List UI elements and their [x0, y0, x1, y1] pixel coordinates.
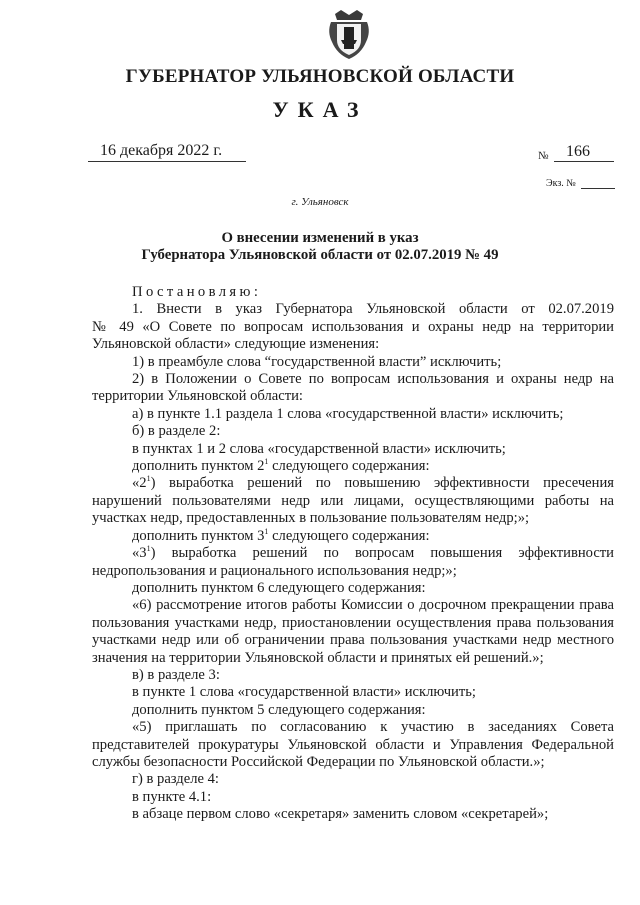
coat-of-arms-emblem — [327, 10, 371, 60]
body-paragraph: в пункте 4.1: — [132, 788, 212, 805]
body-paragraph: Постановляю: — [132, 284, 262, 300]
title-line-2: Губернатора Ульяновской области от 02.07.2019 № 49 — [141, 247, 499, 263]
body-paragraph: в) в разделе 3: — [132, 666, 220, 683]
date-underline — [88, 161, 246, 162]
copy-number-underline — [581, 188, 615, 189]
body-paragraph: дополнить пунктом 6 следующего содержания: — [132, 579, 426, 596]
document-body — [92, 284, 614, 824]
body-paragraph: г) в разделе 4: — [132, 771, 219, 788]
document-date: 16 декабря 2022 г. — [100, 142, 223, 159]
document-title — [0, 230, 640, 264]
number-sign: № — [538, 150, 549, 162]
number-underline — [554, 161, 614, 162]
body-paragraph: № 49 «О Совете по вопросам использования и охраны недр на территории Ульяновской области» следующие изменения: — [92, 318, 614, 353]
body-paragraph: «$2^1$) выработка решений по повышению эффективности пресечения нарушений пользователями недр или лицами, осуществляющими работы на участках недр, предоставленных в пользование пользователям недр;»; — [92, 474, 614, 527]
body-paragraph: «$3^1$) выработка решений по вопросам повышения эффективности недропользования и рационального использования недр;»; — [92, 544, 614, 579]
body-paragraph: в пунктах 1 и 2 слова «государственной власти» исключить; — [132, 440, 506, 457]
body-paragraph: б) в разделе 2: — [132, 423, 221, 440]
superscript: 1 — [146, 544, 151, 554]
body-paragraph: дополнить пунктом $2^1$ следующего содержания: — [132, 457, 430, 475]
superscript: 1 — [264, 526, 269, 536]
body-paragraph: 1. Внести в указ Губернатора Ульяновской области от 02.07.2019 — [132, 301, 614, 318]
body-paragraph: в пункте 1 слова «государственной власти» исключить; — [132, 684, 476, 701]
city-label: г. Ульяновск — [291, 196, 349, 208]
body-paragraph: «6) рассмотрение итогов работы Комиссии о досрочном прекращении права пользования участками недр, приостановлении осуществления права пользования участками недр или об ограничении права пользования участками недр местного значения на территории Ульяновской области и принятых ей решений.»; — [92, 597, 614, 666]
body-paragraph: в абзаце первом слово «секретаря» заменить словом «секретарей»; — [132, 806, 549, 823]
body-paragraph: 2) в Положении о Совете по вопросам использования и охраны недр на территории Ульяновской области: — [92, 371, 614, 405]
document-number: 166 — [566, 143, 590, 160]
body-paragraph: а) в пункте 1.1 раздела 1 слова «государственной власти» исключить; — [132, 405, 564, 422]
document-type-heading: УКАЗ — [272, 97, 368, 122]
body-paragraph: «5) приглашать по согласованию к участию в заседаниях Совета представителей прокуратуры Ульяновской области и Управления Федеральной службы безопасности Российской Федерации по Ульяновской области.»; — [92, 719, 614, 770]
body-paragraph: дополнить пунктом $3^1$ следующего содержания: — [132, 526, 430, 544]
organization-heading: ГУБЕРНАТОР УЛЬЯНОВСКОЙ ОБЛАСТИ — [125, 66, 515, 87]
superscript: 1 — [264, 457, 269, 467]
body-paragraph: 1) в преамбуле слова “государственной власти” исключить; — [132, 353, 502, 370]
title-line-1: О внесении изменений в указ — [221, 230, 419, 246]
superscript: 1 — [146, 474, 151, 484]
copy-number-label: Экз. № — [546, 178, 576, 189]
body-paragraph: дополнить пунктом 5 следующего содержания: — [132, 701, 426, 718]
